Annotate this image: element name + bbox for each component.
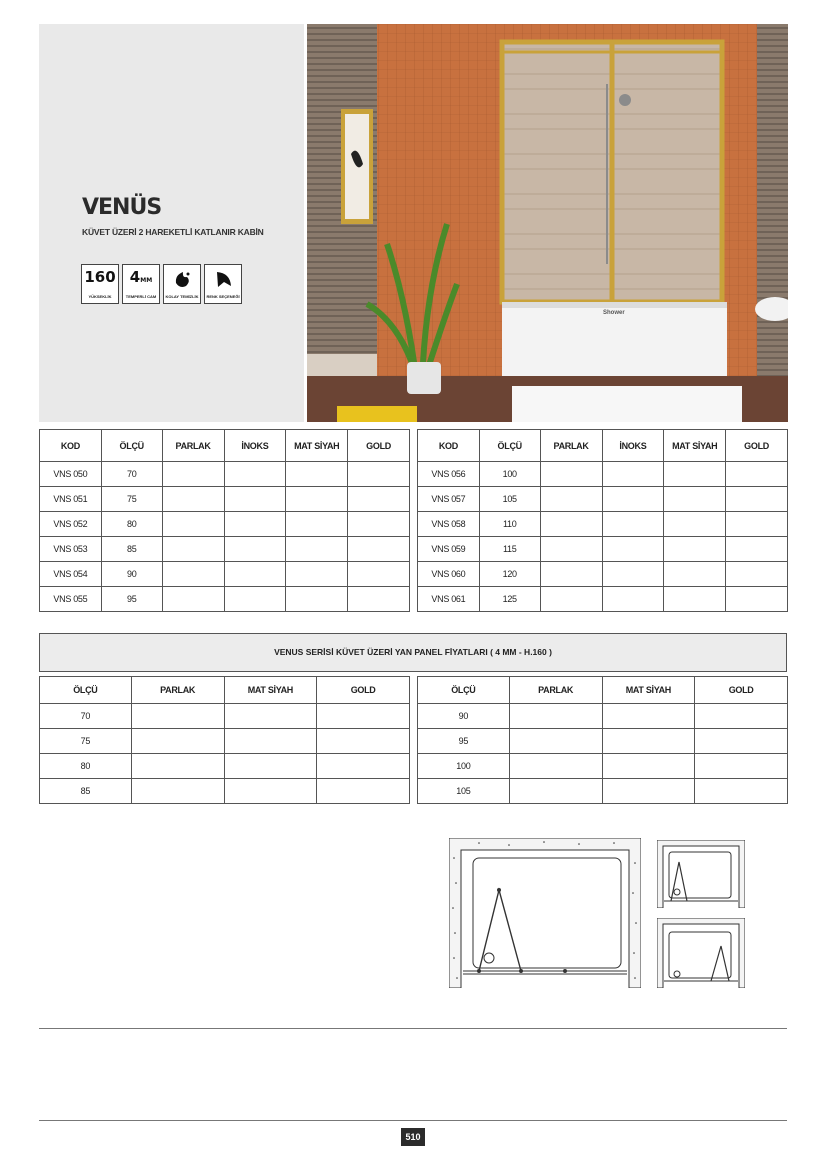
side-panel-table-right	[417, 676, 788, 804]
header-parlak: PARLAK	[162, 430, 224, 462]
header-gold: GOLD	[695, 677, 788, 704]
color-option-icon: RENK SEÇENEĞİ	[204, 264, 242, 304]
table-row: VNS 056 100	[418, 462, 788, 487]
side-panel-section-title: VENUS SERİSİ KÜVET ÜZERİ YAN PANEL FİYATLARI ( 4 MM - H.160 )	[39, 633, 787, 672]
header-inoks: İNOKS	[224, 430, 286, 462]
header-mat-siyah: MAT SİYAH	[664, 430, 726, 462]
header-gold: GOLD	[317, 677, 410, 704]
cabin-price-table-right	[417, 429, 788, 612]
table-row: VNS 053 85	[40, 537, 410, 562]
page-number: 510	[401, 1128, 425, 1146]
table-row: VNS 061 125	[418, 587, 788, 612]
table-row: 100	[418, 754, 788, 779]
header-parlak: PARLAK	[131, 677, 224, 704]
product-subtitle: KÜVET ÜZERİ 2 HAREKETLİ KATLANIR KABİN	[82, 227, 264, 237]
header-olcu: ÖLÇÜ	[101, 430, 162, 462]
table-row: VNS 055 95	[40, 587, 410, 612]
header-gold: GOLD	[726, 430, 788, 462]
table-row: VNS 059 115	[418, 537, 788, 562]
table-row: VNS 060 120	[418, 562, 788, 587]
table-row: 80	[40, 754, 410, 779]
header-inoks: İNOKS	[602, 430, 664, 462]
header-olcu: ÖLÇÜ	[40, 677, 132, 704]
table-row: VNS 057 105	[418, 487, 788, 512]
table-row: 95	[418, 729, 788, 754]
easy-clean-icon: KOLAY TEMİZLİK	[163, 264, 201, 304]
table-row: 85	[40, 779, 410, 804]
plan-drawing-main	[449, 838, 641, 988]
table-row: 75	[40, 729, 410, 754]
feature-badges	[81, 264, 242, 304]
header-olcu: ÖLÇÜ	[479, 430, 540, 462]
header-mat-siyah: MAT SİYAH	[224, 677, 317, 704]
product-photo	[307, 24, 788, 422]
divider	[39, 1028, 787, 1029]
table-row: VNS 050 70	[40, 462, 410, 487]
header-mat-siyah: MAT SİYAH	[286, 430, 348, 462]
header-olcu: ÖLÇÜ	[418, 677, 510, 704]
tempered-glass-4mm-icon: 4MM TEMPERLİ CAM	[122, 264, 160, 304]
table-row: VNS 052 80	[40, 512, 410, 537]
divider	[39, 1120, 787, 1121]
header-mat-siyah: MAT SİYAH	[602, 677, 695, 704]
side-panel-table-left	[39, 676, 410, 804]
table-row: 70	[40, 704, 410, 729]
plan-drawing-left-opening	[657, 840, 745, 908]
header-parlak: PARLAK	[509, 677, 602, 704]
plan-drawing-right-opening	[657, 918, 745, 988]
table-row: VNS 058 110	[418, 512, 788, 537]
height-160-icon: 160 YÜKSEKLİK	[81, 264, 119, 304]
header-kod: KOD	[40, 430, 102, 462]
header-parlak: PARLAK	[540, 430, 602, 462]
header-gold: GOLD	[348, 430, 410, 462]
tub-brand-label: Shower	[603, 310, 625, 316]
header-kod: KOD	[418, 430, 480, 462]
table-row: 90	[418, 704, 788, 729]
hero-info-panel	[39, 24, 304, 422]
product-title: VENÜS	[82, 195, 162, 220]
cabin-price-table-left	[39, 429, 410, 612]
table-row: VNS 054 90	[40, 562, 410, 587]
table-row: VNS 051 75	[40, 487, 410, 512]
table-row: 105	[418, 779, 788, 804]
